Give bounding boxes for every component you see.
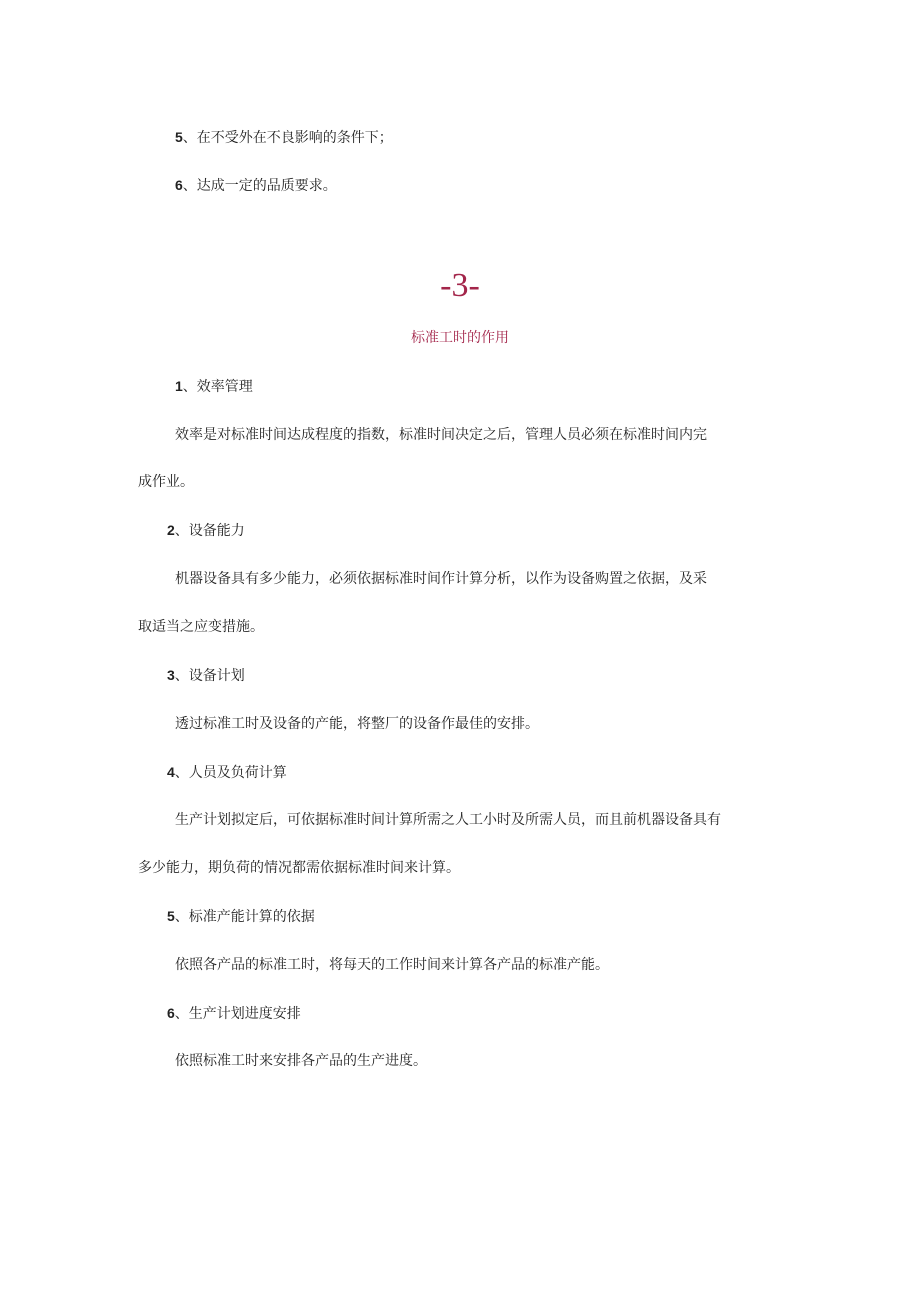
item-heading-text: 、生产计划进度安排	[174, 1006, 301, 1022]
list-item-6	[175, 175, 337, 196]
item-heading-equipment-plan	[167, 665, 245, 686]
item-number: 3	[167, 667, 175, 683]
paragraph-line: 机器设备具有多少能力，必须依据标准时间作计算分析，以作为设备购置之依据，及采	[175, 571, 707, 587]
paragraph-line: 透过标准工时及设备的产能，将整厂的设备作最佳的安排。	[175, 716, 539, 732]
item-heading-text: 、人员及负荷计算	[174, 765, 287, 781]
paragraph-line: 成作业。	[138, 474, 194, 490]
item-heading-equipment-capacity	[167, 520, 245, 541]
item-heading-text: 、设备计划	[174, 668, 245, 684]
list-number: 6	[175, 177, 183, 193]
list-item-5	[175, 127, 393, 148]
item-number: 2	[167, 522, 175, 538]
item-number: 4	[167, 764, 175, 780]
item-number: 5	[167, 908, 175, 924]
item-heading-standard-capacity	[167, 906, 315, 927]
list-number: 5	[175, 129, 183, 145]
item-heading-efficiency	[175, 376, 253, 397]
item-number: 1	[175, 378, 183, 394]
item-number: 6	[167, 1005, 175, 1021]
page-number: -3-	[440, 267, 480, 304]
paragraph-line: 取适当之应变措施。	[138, 619, 264, 635]
item-heading-staff-load	[167, 762, 287, 783]
paragraph-line: 依照标准工时来安排各产品的生产进度。	[175, 1053, 427, 1069]
list-text: 、在不受外在不良影响的条件下；	[182, 130, 393, 146]
paragraph-line: 依照各产品的标准工时，将每天的工作时间来计算各产品的标准产能。	[175, 957, 609, 973]
item-heading-text: 、效率管理	[182, 379, 253, 395]
paragraph-line: 效率是对标准时间达成程度的指数，标准时间决定之后，管理人员必须在标准时间内完	[175, 427, 707, 443]
section-title: 标准工时的作用	[411, 330, 509, 346]
paragraph-line: 生产计划拟定后，可依据标准时间计算所需之人工小时及所需人员，而且前机器设备具有	[175, 812, 721, 828]
list-text: 、达成一定的品质要求。	[182, 178, 337, 194]
item-heading-text: 、标准产能计算的依据	[174, 909, 315, 925]
item-heading-schedule	[167, 1003, 301, 1024]
item-heading-text: 、设备能力	[174, 523, 245, 539]
paragraph-line: 多少能力，期负荷的情况都需依据标准时间来计算。	[138, 860, 460, 876]
